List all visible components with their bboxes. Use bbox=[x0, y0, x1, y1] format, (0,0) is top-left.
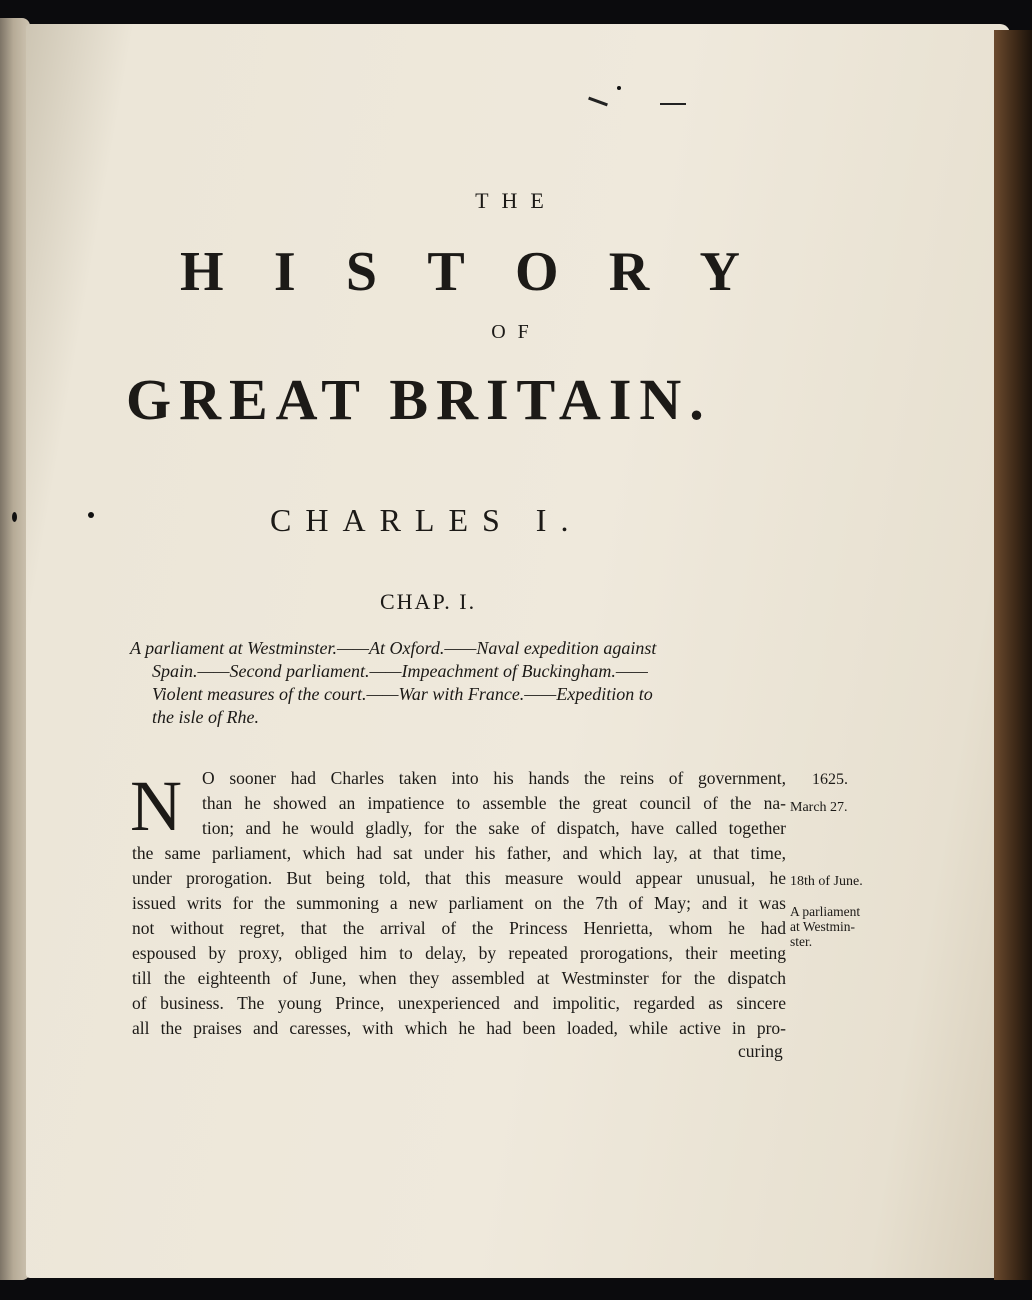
catchword: curing bbox=[738, 1041, 783, 1061]
chapter-contents bbox=[130, 637, 788, 729]
body-line: under prorogation. But being told, that this measure would appear unusual, he bbox=[132, 868, 786, 888]
chapter-heading: CHAP. I. bbox=[380, 589, 477, 614]
title-letter: O bbox=[514, 241, 559, 303]
title-letter: S bbox=[345, 241, 378, 303]
title-history bbox=[180, 240, 740, 304]
body-line: tion; and he would gladly, for the sake of dispatch, have called together bbox=[202, 818, 786, 838]
contents-line: Violent measures of the court.——War with France.——Expedition to bbox=[152, 684, 653, 704]
title-letter: R bbox=[608, 241, 650, 303]
book-cover-edge bbox=[994, 30, 1032, 1280]
ink-mark bbox=[660, 103, 686, 105]
margin-year: 1625. bbox=[812, 771, 848, 788]
body-line: till the eighteenth of June, when they assembled at Westminster for the dispatch bbox=[132, 968, 786, 988]
title-great-britain: GREAT BRITAIN. bbox=[126, 367, 712, 432]
margin-note: A parliament bbox=[790, 904, 861, 919]
contents-line: the isle of Rhe. bbox=[152, 707, 259, 727]
title-letter: T bbox=[427, 241, 465, 303]
ink-dot bbox=[12, 512, 17, 522]
margin-date: 18th of June. bbox=[790, 874, 863, 889]
body-line: the same parliament, which had sat under his father, and which lay, at that time, bbox=[132, 843, 786, 863]
title-letter: I bbox=[273, 241, 296, 303]
title-letter: Y bbox=[699, 241, 740, 303]
margin-note: ster. bbox=[790, 934, 813, 949]
ink-dot bbox=[88, 512, 94, 518]
title-charles: CHARLES I. bbox=[270, 502, 583, 538]
body-line: than he showed an impatience to assemble the great council of the na- bbox=[202, 793, 786, 813]
contents-line: Spain.——Second parliament.——Impeachment of Buckingham.—— bbox=[152, 661, 648, 681]
margin-note: at Westmin- bbox=[790, 919, 856, 934]
body-line: espoused by proxy, obliged him to delay, by repeated prorogations, their meeting bbox=[132, 943, 786, 963]
title-the: THE bbox=[475, 188, 557, 213]
body-line: issued writs for the summoning a new parliament on the 7th of May; and it was bbox=[132, 893, 786, 913]
ink-dot bbox=[617, 86, 621, 90]
body-line: O sooner had Charles taken into his hands the reins of government, bbox=[202, 768, 786, 788]
title-of: OF bbox=[491, 321, 541, 343]
body-line: not without regret, that the arrival of the Princess Henrietta, whom he had bbox=[132, 918, 786, 938]
contents-line: A parliament at Westminster.——At Oxford.——Naval expedition against bbox=[130, 638, 657, 658]
body-line: of business. The young Prince, unexperienced and impolitic, regarded as sincere bbox=[132, 993, 786, 1013]
margin-date: March 27. bbox=[790, 800, 848, 815]
body-line: all the praises and caresses, with which he had been loaded, while active in pro- bbox=[132, 1018, 786, 1038]
title-letter: H bbox=[180, 241, 224, 303]
drop-cap: N bbox=[130, 766, 182, 846]
